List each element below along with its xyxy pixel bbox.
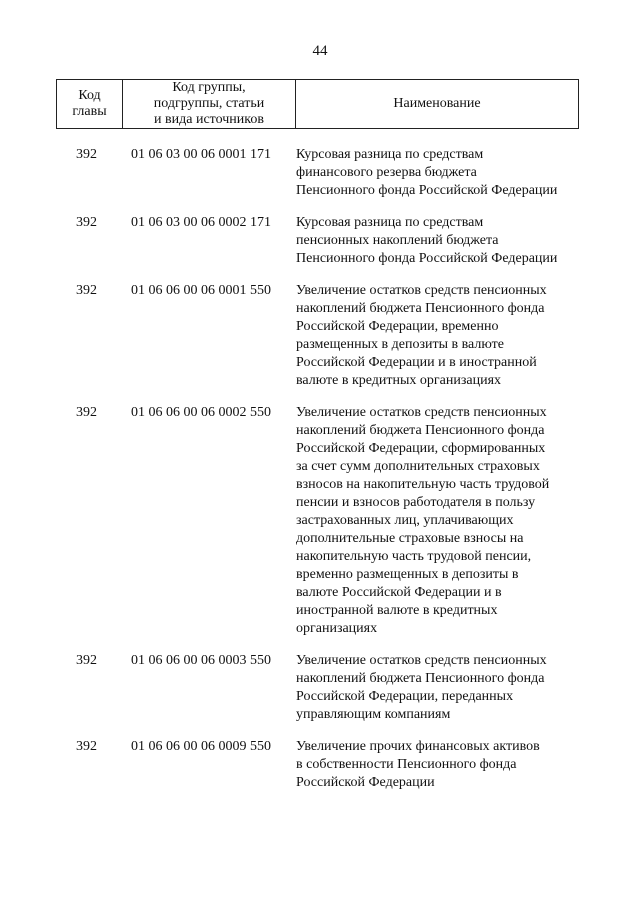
row-name-line: накоплений бюджета Пенсионного фонда <box>296 301 545 316</box>
header-chapter-code <box>57 80 123 129</box>
row-group-code: 01 06 06 00 06 0002 550 <box>131 405 271 420</box>
table-row <box>0 738 640 792</box>
row-name-line: Пенсионного фонда Российской Федерации <box>296 183 558 198</box>
table-body <box>0 146 640 806</box>
row-name-line: накоплений бюджета Пенсионного фонда <box>296 423 545 438</box>
row-name-line: Курсовая разница по средствам <box>296 147 484 162</box>
row-name-line: иностранной валюте в кредитных <box>296 603 498 618</box>
page-number: 44 <box>312 43 328 59</box>
row-chapter-code: 392 <box>76 739 97 754</box>
row-name <box>296 146 586 200</box>
row-name-line: временно размещенных в депозиты в <box>296 567 519 582</box>
row-group-code: 01 06 06 00 06 0009 550 <box>131 739 271 754</box>
row-name <box>296 652 586 724</box>
row-name-line: дополнительные страховые взносы на <box>296 531 524 546</box>
row-name-line: Увеличение остатков средств пенсионных <box>296 653 547 668</box>
row-name-line: валюте в кредитных организациях <box>296 373 502 388</box>
row-name <box>296 282 586 390</box>
row-name-line: застрахованных лиц, уплачивающих <box>296 513 514 528</box>
row-name-line: Российской Федерации и в иностранной <box>296 355 537 370</box>
row-group-code: 01 06 06 00 06 0003 550 <box>131 653 271 668</box>
row-name-line: валюте Российской Федерации и в <box>296 585 502 600</box>
row-name-line: управляющим компаниям <box>296 707 451 722</box>
row-chapter-code: 392 <box>76 653 97 668</box>
header-chapter-code-line: главы <box>72 104 107 119</box>
header-group-code-line: Код группы, <box>172 80 246 95</box>
row-name-line: финансового резерва бюджета <box>296 165 477 180</box>
row-name-line: Курсовая разница по средствам <box>296 215 484 230</box>
header-name: Наименование <box>296 80 579 129</box>
row-chapter-code: 392 <box>76 283 97 298</box>
row-name-line: Увеличение остатков средств пенсионных <box>296 283 547 298</box>
table-header <box>56 79 579 129</box>
row-group-code: 01 06 06 00 06 0001 550 <box>131 283 271 298</box>
row-chapter-code: 392 <box>76 405 97 420</box>
row-name-line: накоплений бюджета Пенсионного фонда <box>296 671 545 686</box>
row-name <box>296 738 586 792</box>
row-group-code: 01 06 03 00 06 0002 171 <box>131 215 271 230</box>
row-name-line: Российской Федерации <box>296 775 435 790</box>
row-name-line: взносов на накопительную часть трудовой <box>296 477 550 492</box>
table-row <box>0 146 640 200</box>
row-chapter-code: 392 <box>76 147 97 162</box>
row-name-line: организациях <box>296 621 378 636</box>
row-name <box>296 214 586 268</box>
row-name-line: Увеличение прочих финансовых активов <box>296 739 540 754</box>
row-group-code: 01 06 03 00 06 0001 171 <box>131 147 271 162</box>
row-name-line: в собственности Пенсионного фонда <box>296 757 517 772</box>
table-row <box>0 652 640 724</box>
header-group-code-line: подгруппы, статьи <box>153 96 265 111</box>
table-row <box>0 282 640 390</box>
header-group-code <box>123 80 296 129</box>
row-name-line: Российской Федерации, переданных <box>296 689 514 704</box>
row-name <box>296 404 586 638</box>
row-name-line: Увеличение остатков средств пенсионных <box>296 405 547 420</box>
row-name-line: пенсии и взносов работодателя в пользу <box>296 495 536 510</box>
row-chapter-code: 392 <box>76 215 97 230</box>
row-name-line: накопительную часть трудовой пенсии, <box>296 549 532 564</box>
table-row <box>0 404 640 638</box>
row-name-line: размещенных в депозиты в валюте <box>296 337 504 352</box>
header-chapter-code-line: Код <box>78 88 101 103</box>
row-name-line: Пенсионного фонда Российской Федерации <box>296 251 558 266</box>
row-name-line: за счет сумм дополнительных страховых <box>296 459 540 474</box>
row-name-line: Российской Федерации, сформированных <box>296 441 546 456</box>
row-name-line: Российской Федерации, временно <box>296 319 499 334</box>
row-name-line: пенсионных накоплений бюджета <box>296 233 499 248</box>
header-group-code-line: и вида источников <box>154 112 264 127</box>
table-row <box>0 214 640 268</box>
